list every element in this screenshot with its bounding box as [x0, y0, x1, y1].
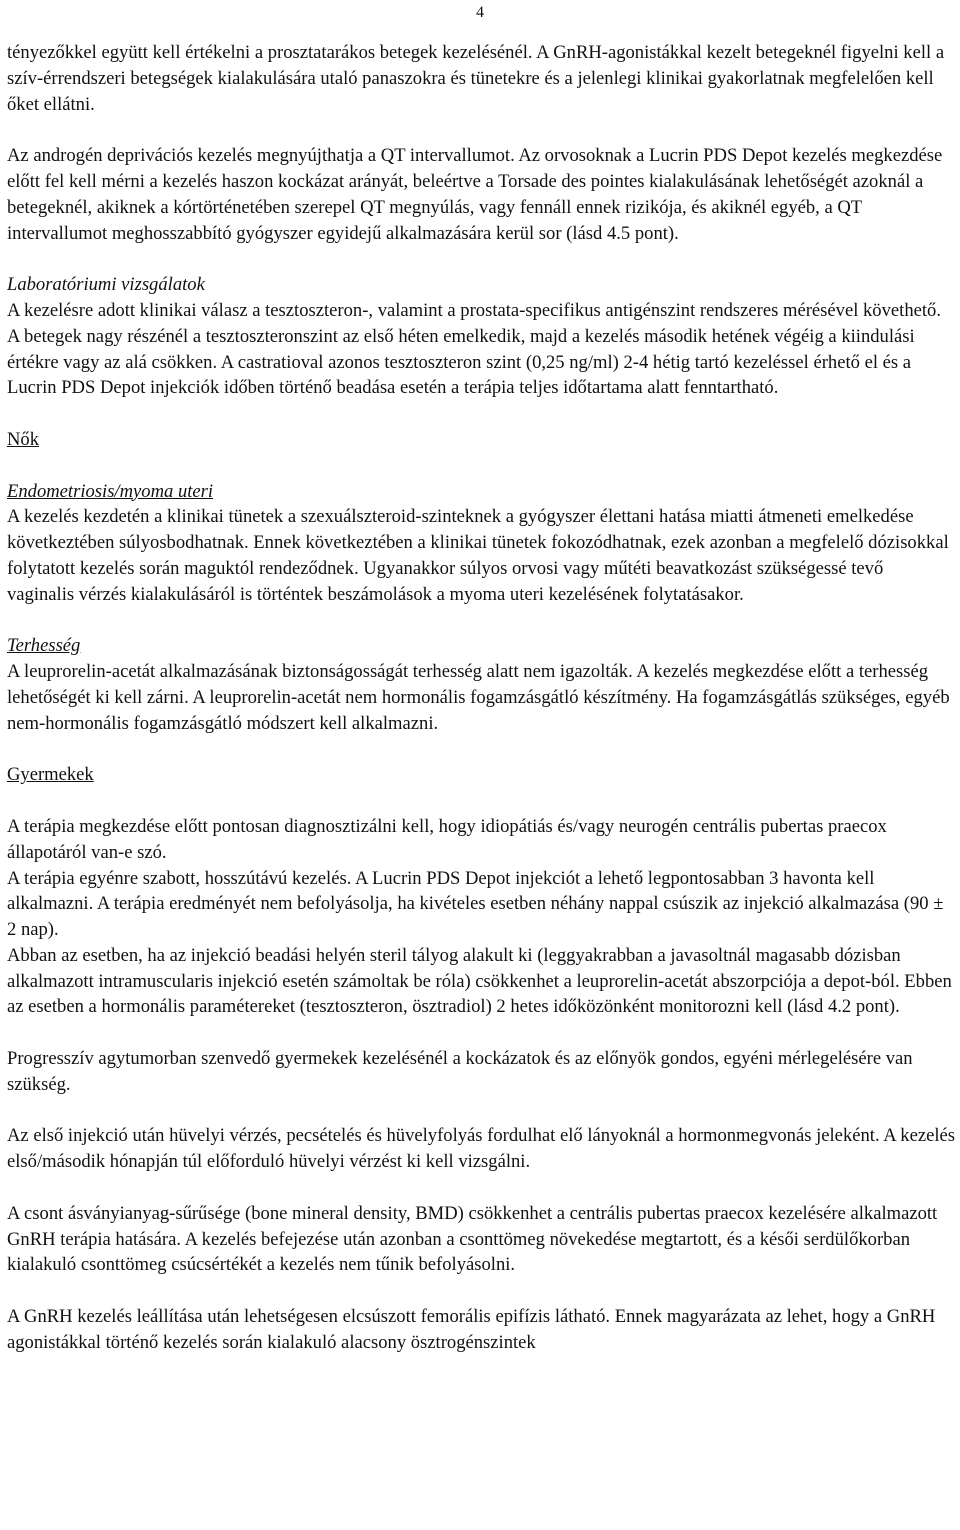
paragraph-gap [7, 1278, 955, 1304]
paragraph-gap [7, 117, 955, 143]
paragraph-children-therapy: A terápia egyénre szabott, hosszútávú kezelés. A Lucrin PDS Depot injekciót a lehető legpontosabban 3 havonta kell alkalmazni. A terápia eredményét nem befolyásolja, ha kivételes esetben néhány nappal csúszik az injekció alkalmazása (90 ± 2 nap). [7, 867, 944, 941]
paragraph-gap [7, 608, 955, 634]
paragraph-laboratory-tests: A kezelésre adott klinikai válasz a tesztoszteron-, valamint a prostata-specifikus antigénszint rendszeres mérésével követhető. A betegek nagy részénél a tesztoszteronszint az első héten emelkedik, majd a kezelés második hetének végéig a kiindulási értékre vagy az alá csökken. A castratioval azonos tesztoszteron szint (0,25 ng/ml) 2-4 hétig tartó kezeléssel érhető el és a Lucrin PDS Depot injekciók időben történő beadása esetén a terápia teljes időtartama alatt fenntartható. [7, 299, 941, 399]
paragraph-qt-interval: Az androgén deprivációs kezelés megnyújthatja a QT intervallumot. Az orvosoknak a Lucrin PDS Depot kezelés megkezdése előtt fel kell mérni a kezelés haszon kockázat arányát, beleértve a Torsade des pointes kialakulásának lehetőségét azoknál a betegeknél, akiknek a kórtörténetében szerepel QT megnyúlás, vagy fennáll ennek rizikója, és akiknél egyéb, a QT intervallumot meghosszabbító gyógyszer egyidejű alkalmazására kerül sor (lásd 4.5 pont). [7, 145, 943, 244]
paragraph-gap [7, 246, 955, 272]
paragraph-gap [7, 401, 955, 427]
heading-laboratory-tests: Laboratóriumi vizsgálatok [7, 274, 205, 296]
heading-pregnancy: Terhesség [7, 635, 81, 657]
paragraph-gap [7, 788, 955, 814]
paragraph-children-abscess: Abban az esetben, ha az injekció beadási helyén steril tályog alakult ki (leggyakrabban a javasoltnál magasabb dózisban alkalmazott intramuscularis injekció esetén számoltak be róla) csökkenhet a leuprorelin-acetát abszorpciója a depot-ból. Ebben az esetben a hormonális paramétereket (tesztoszteron, ösztradiol) 2 hetes időközönként monitorozni kell (lásd 4.2 pont). [7, 944, 952, 1018]
paragraph-gap [7, 1098, 955, 1124]
page-number: 4 [476, 4, 484, 21]
heading-women: Nők [7, 428, 40, 450]
paragraph-endometriosis: A kezelés kezdetén a klinikai tünetek a szexuálszteroid-szinteknek a gyógyszer élettani hatása miatti átmeneti emelkedése következtében súlyosbodhatnak. Ennek következtében a klinikai tünetek fokozódhatnak, ezek azonban a megfelelő dózisokkal folytatott kezelés során maguktól rendeződnek. Ugyanakkor súlyos orvosi vagy műtéti beavatkozást szükségessé tevő vaginalis vérzés kialakulásáról is történtek beszámolások a myoma uteri kezelésének folytatásakor. [7, 506, 949, 605]
heading-children: Gyermekek [7, 764, 94, 786]
paragraph-gap [7, 1020, 955, 1046]
heading-endometriosis: Endometriosis/myoma uteri [7, 480, 214, 502]
paragraph-epiphysis: A GnRH kezelés leállítása után lehetségesen elcsúszott femorális epifízis látható. Ennek magyarázata az lehet, hogy a GnRH agonistákkal történő kezelés során kialakuló alacsony ösztrogénszintek [7, 1306, 936, 1353]
paragraph-cardiovascular: tényezőkkel együtt kell értékelni a prosztatarákos betegek kezelésénél. A GnRH-agonistákkal kezelt betegeknél figyelni kell a szív-érrendszeri betegségek kialakulására utaló panaszokra és tünetekre és a jelenlegi klinikai gyakorlatnak megfelelően kell őket ellátni. [7, 42, 945, 115]
paragraph-vaginal-bleeding: Az első injekció után hüvelyi vérzés, pecsételés és hüvelyfolyás fordulhat elő lányoknál a hormonmegvonás jeleként. A kezelés első/második hónapján túl előforduló hüvelyi vérzést ki kell vizsgálni. [7, 1125, 955, 1173]
paragraph-gap [7, 737, 955, 763]
paragraph-gap [7, 453, 955, 479]
paragraph-children-diagnosis: A terápia megkezdése előtt pontosan diagnosztizálni kell, hogy idiopátiás és/vagy neurogén centrális pubertas praecox állapotáról van-e szó. [7, 815, 887, 863]
paragraph-brain-tumor: Progresszív agytumorban szenvedő gyermekek kezelésénél a kockázatok és az előnyök gondos, egyéni mérlegelésére van szükség. [7, 1048, 913, 1095]
document-body [7, 40, 955, 1356]
paragraph-bone-density: A csont ásványianyag-sűrűsége (bone mineral density, BMD) csökkenhet a centrális pubertas praecox kezelésére alkalmazott GnRH terápia hatására. A kezelés befejezése után azonban a csonttömeg növekedése megtartott, és a késői serdülőkorban kialakuló csonttömeg csúcsértékét a kezelés nem tűnik befolyásolni. [7, 1202, 938, 1276]
paragraph-pregnancy: A leuprorelin-acetát alkalmazásának biztonságosságát terhesség alatt nem igazolták. A kezelés megkezdése előtt a terhesség lehetőségét ki kell zárni. A leuprorelin-acetát nem hormonális fogamzásgátló készítmény. Ha fogamzásgátlás szükséges, egyéb nem-hormonális fogamzásgátló módszert kell alkalmazni. [7, 661, 950, 734]
paragraph-gap [7, 1175, 955, 1201]
